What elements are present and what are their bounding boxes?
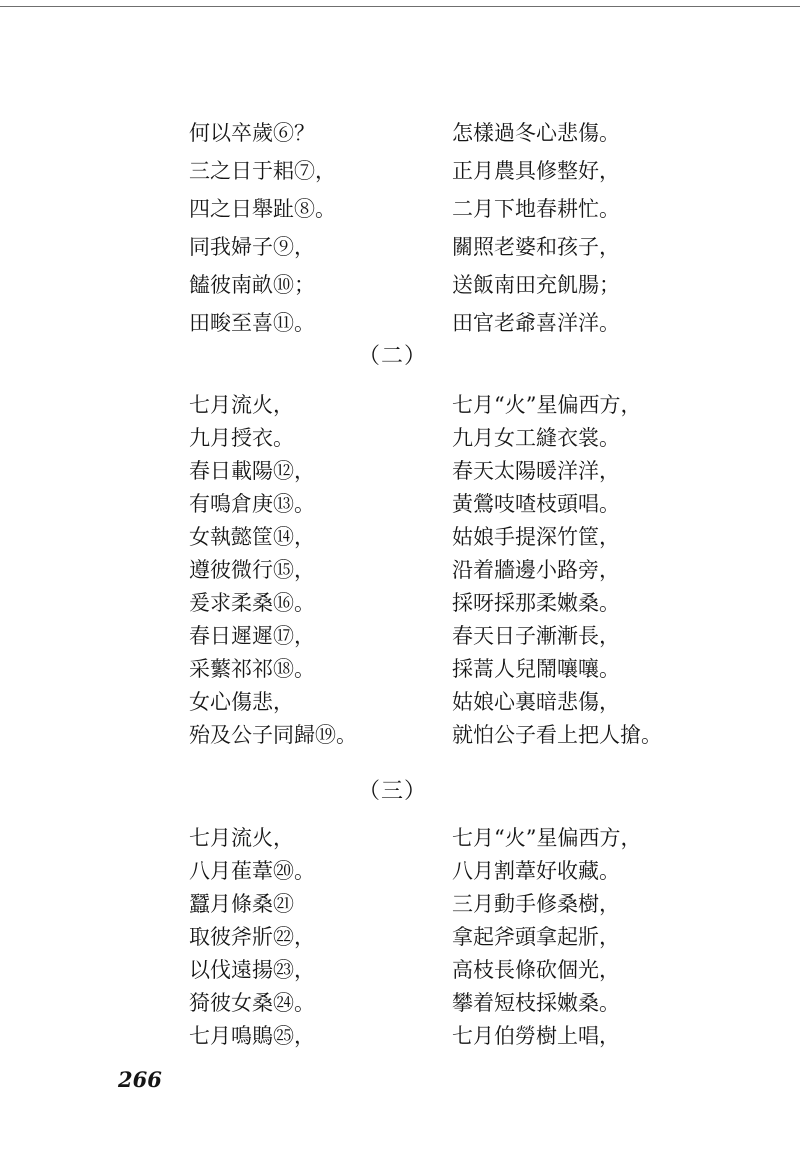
original-line: 七月流火， (189, 393, 294, 417)
original-line: 三之日于耜⑦， (189, 159, 336, 183)
translation-line: 田官老爺喜洋洋。 (452, 311, 620, 335)
original-line: 饁彼南畝⑩； (189, 273, 315, 297)
original-line: 田畯至喜⑪。 (189, 311, 315, 335)
original-line: 九月授衣。 (189, 426, 294, 450)
translation-line: 怎樣過冬心悲傷。 (452, 121, 620, 145)
translation-line: 七月“火”星偏西方， (452, 826, 642, 850)
original-line: 何以卒歲⑥？ (189, 121, 315, 145)
original-line: 遵彼微行⑮， (189, 558, 315, 582)
original-line: 采蘩祁祁⑱。 (189, 657, 315, 681)
translation-line: 七月伯勞樹上唱， (452, 1024, 620, 1048)
translation-line: 就怕公子看上把人搶。 (452, 723, 662, 747)
original-line: 春日載陽⑫， (189, 459, 315, 483)
original-line: 爰求柔桑⑯。 (189, 591, 315, 615)
original-line: 蠶月條桑㉑ (189, 892, 294, 916)
translation-line: 三月動手修桑樹， (452, 892, 620, 916)
translation-line: 春天日子漸漸長， (452, 624, 620, 648)
translation-line: 姑娘心裏暗悲傷， (452, 690, 620, 714)
original-line: 女心傷悲， (189, 690, 294, 714)
original-line: 同我婦子⑨， (189, 235, 315, 259)
translation-line: 八月割葦好收藏。 (452, 859, 620, 883)
original-line: 八月萑葦⑳。 (189, 859, 315, 883)
original-line: 四之日舉趾⑧。 (189, 197, 336, 221)
original-line: 七月流火， (189, 826, 294, 850)
original-line: 女執懿筐⑭， (189, 525, 315, 549)
translation-line: 關照老婆和孩子， (452, 235, 620, 259)
original-line: 以伐遠揚㉓， (189, 958, 315, 982)
translation-line: 高枝長條砍個光， (452, 958, 620, 982)
translation-line: 採呀採那柔嫩桑。 (452, 591, 620, 615)
original-line: 殆及公子同歸⑲。 (189, 723, 357, 747)
translation-line: 拿起斧頭拿起斨， (452, 925, 620, 949)
translation-line: 姑娘手提深竹筐， (452, 525, 620, 549)
page-number: 266 (118, 1067, 162, 1092)
translation-line: 黃鶯吱喳枝頭唱。 (452, 492, 620, 516)
original-line: 取彼斧斨㉒， (189, 925, 315, 949)
translation-line: 攀着短枝採嫩桑。 (452, 991, 620, 1015)
translation-line: 七月“火”星偏西方， (452, 393, 642, 417)
section2-heading: （二） (358, 344, 428, 369)
original-line: 春日遲遲⑰， (189, 624, 315, 648)
original-line: 七月鳴鵙㉕， (189, 1024, 315, 1048)
translation-line: 沿着牆邊小路旁， (452, 558, 620, 582)
translation-line: 採蒿人兒鬧嚷嚷。 (452, 657, 620, 681)
section3-heading: （三） (358, 779, 428, 804)
original-line: 猗彼女桑㉔。 (189, 991, 315, 1015)
translation-line: 正月農具修整好， (452, 159, 620, 183)
translation-line: 送飯南田充飢腸； (452, 273, 620, 297)
translation-line: 九月女工縫衣裳。 (452, 426, 620, 450)
translation-line: 春天太陽暖洋洋， (452, 459, 620, 483)
translation-line: 二月下地春耕忙。 (452, 197, 620, 221)
top-border-line (0, 6, 800, 7)
original-line: 有鳴倉庚⑬。 (189, 492, 315, 516)
